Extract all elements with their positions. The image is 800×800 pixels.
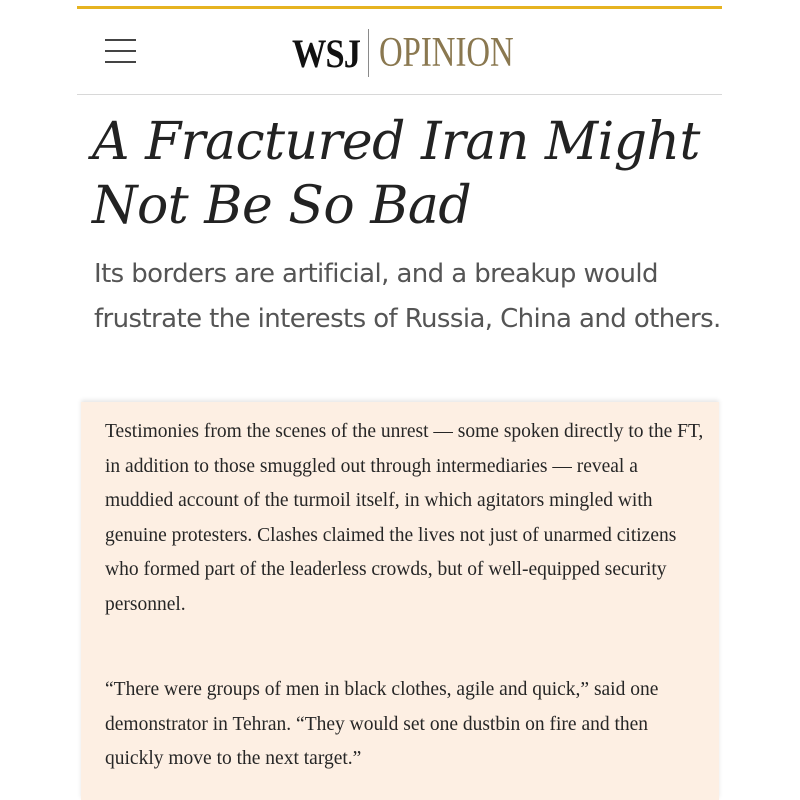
menu-line (105, 61, 136, 63)
article-headline: A Fractured Iran Might Not Be So Bad (92, 112, 700, 236)
menu-line (105, 39, 136, 41)
brand-divider (368, 29, 369, 77)
brand-name: WSJ (292, 30, 361, 76)
excerpt-paragraph: Testimonies from the scenes of the unrest — some spoken directly to the FT, in addition to those smuggled out through intermediaries — reveal a muddied account of the turmoil itself, in which agitators mingled with genuine protesters. Clashes claimed the lives not just of unarmed citizens who formed part of the leaderless crowds, but of well-equipped security personnel. (105, 421, 704, 615)
quoted-excerpt (81, 402, 719, 800)
menu-line (105, 50, 136, 52)
site-logo[interactable] (292, 27, 552, 79)
section-name: OPINION (379, 30, 514, 76)
hamburger-menu-icon[interactable] (105, 31, 136, 69)
site-header (77, 9, 722, 95)
excerpt-paragraph: “There were groups of men in black clothes, agile and quick,” said one demonstrator in Tehran. “They would set one dustbin on fire and then quickly move to the next target.” (105, 679, 659, 769)
article-subheadline: Its borders are artificial, and a breakup would frustrate the interests of Russia, China and others. (94, 259, 721, 334)
